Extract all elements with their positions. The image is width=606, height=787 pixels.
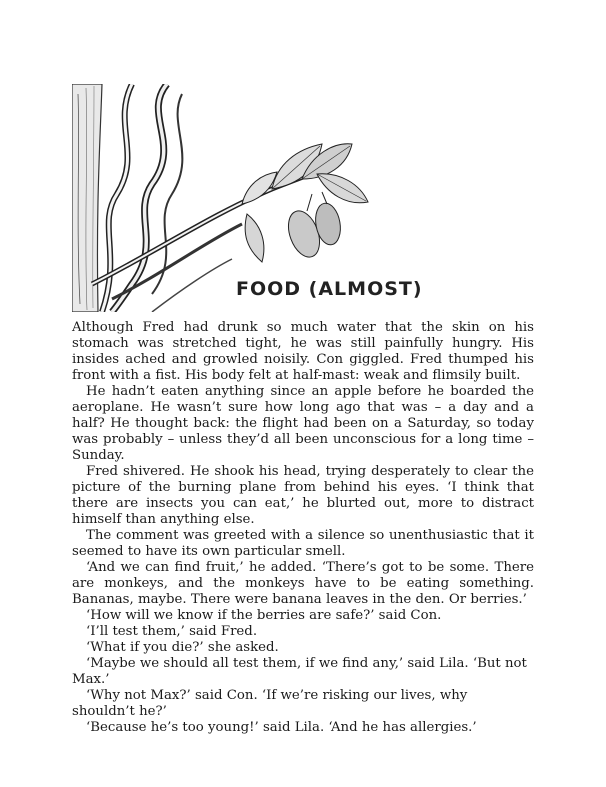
- paragraph: ‘Why not Max?’ said Con. ‘If we’re risking our lives, why shouldn’t he?’: [72, 688, 468, 719]
- paragraph: Although Fred had drunk so much water that the skin on his stomach was stretched tight, he was still painfully hungry. His insides ached and growled noisily. Con giggled. Fred thumped his front with a fist. His body felt at half-mast: weak and flimsily built.: [72, 320, 534, 383]
- paragraph: ‘Maybe we should all test them, if we find any,’ said Lila. ‘But not Max.’: [72, 656, 527, 687]
- paragraph: ‘Because he’s too young!’ said Lila. ‘And he has allergies.’: [86, 720, 477, 735]
- chapter-title: FOOD (ALMOST): [236, 278, 423, 300]
- paragraph: ‘And we can find fruit,’ he added. ‘There’s got to be some. There are monkeys, and the monkeys have to be eating something. Bananas, maybe. There were banana leaves in the den. Or berries.’: [72, 560, 534, 607]
- paragraph: ‘What if you die?’ she asked.: [86, 640, 279, 655]
- paragraph: Fred shivered. He shook his head, trying desperately to clear the picture of the burning plane from behind his eyes. ‘I think that there are insects you can eat,’ he blurted out, more to distract himself than anything else.: [72, 464, 534, 527]
- chapter-body: [72, 320, 534, 736]
- paragraph: ‘I’ll test them,’ said Fred.: [86, 624, 258, 639]
- paragraph: He hadn’t eaten anything since an apple before he boarded the aeroplane. He wasn’t sure how long ago that was – a day and a half? He thought back: the flight had been on a Saturday, so today was probably – unless they’d all been unconscious for a long time – Sunday.: [72, 384, 534, 463]
- paragraph: The comment was greeted with a silence so unenthusiastic that it seemed to have its own particular smell.: [72, 528, 534, 559]
- paragraph: ‘How will we know if the berries are safe?’ said Con.: [86, 608, 442, 623]
